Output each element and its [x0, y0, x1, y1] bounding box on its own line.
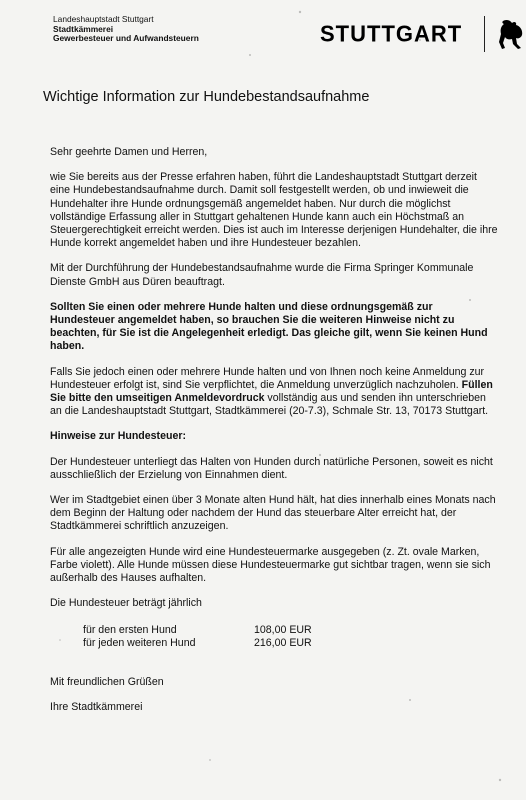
stuttgart-logo: [320, 16, 526, 52]
logo-wordmark: STUTTGART: [320, 20, 463, 47]
paragraph-tax-tag: Für alle angezeigten Hunde wird eine Hundesteuermarke ausgegeben (z. Zt. ovale Marken, Farbe violett). Alle Hunde müssen diese Hundesteuermarke gut sichtbar tragen, wenn sie sich außerhalb des Hauses aufhalten.: [50, 545, 491, 585]
paragraph-notification-duty: Wer im Stadtgebiet einen über 3 Monate alten Hund hält, hat dies innerhalb eines Monats nach dem Beginn der Haltung oder nachdem der Hund das steuerbare Alter erreicht hat, der Stadtkämmerei schriftlich anzuzeigen.: [50, 494, 496, 533]
closing-signature: Ihre Stadtkämmerei: [50, 700, 143, 713]
salutation: Sehr geehrte Damen und Herren,: [50, 146, 208, 158]
tax-rate-row: [83, 637, 498, 650]
rate-label: für den ersten Hund: [83, 624, 177, 637]
closing-greeting: Mit freundlichen Grüßen: [50, 676, 164, 689]
sender-block: [53, 15, 199, 44]
letter-body: [50, 146, 498, 725]
sender-city: Landeshauptstadt Stuttgart: [53, 14, 154, 24]
paragraph-registered-owners: Sollten Sie einen oder mehrere Hunde halten und diese ordnungsgemäß zur Hundesteuer angemeldet haben, so brauchen Sie die weiteren Hinweise nicht zu beachten, für Sie ist die Angelegenheit erledigt. Das gleiche gilt, wenn Sie keinen Hund haben.: [50, 300, 488, 353]
paragraph-tax-subject: Der Hundesteuer unterliegt das Halten von Hunden durch natürliche Personen, soweit es nicht ausschließlich der Erzielung von Einnahmen dient.: [50, 455, 493, 481]
section-heading: Hinweise zur Hundesteuer:: [50, 430, 186, 443]
letter-title: Wichtige Information zur Hundebestandsaufnahme: [43, 89, 370, 105]
tax-rate-intro: Die Hundesteuer beträgt jährlich: [50, 597, 202, 610]
rate-label: für jeden weiteren Hund: [83, 637, 196, 650]
rate-amount: 216,00 EUR: [254, 637, 312, 650]
logo-divider: [484, 16, 485, 52]
rate-amount: 108,00 EUR: [254, 624, 312, 637]
paragraph-registration-request: [50, 366, 498, 419]
horse-crest-icon: [497, 17, 526, 51]
registration-text-end: vollständig aus und senden ihn unterschrieben an die Landeshauptstadt Stuttgart, Stadtkämmerei (20-7.3), Schmale Str. 13, 70173 Stuttgart.: [50, 392, 489, 418]
registration-instruction: Füllen Sie bitte den umseitigen Anmeldevordruck: [50, 378, 493, 405]
sender-division: Gewerbesteuer und Aufwandsteuern: [53, 33, 199, 44]
registration-text-start: Falls Sie jedoch einen oder mehrere Hunde halten und von Ihnen noch keine Anmeldung zur Hundesteuer erfolgt ist, sind Sie verpflichtet, die Anmeldung unverzüglich nachzuholen.: [50, 365, 485, 391]
tax-rate-table: [83, 624, 498, 650]
paragraph-intro: wie Sie bereits aus der Presse erfahren haben, führt die Landeshauptstadt Stuttgart derzeit eine Hundebestandsaufnahme durch. Damit soll festgestellt werden, ob und inwieweit die Hundehalter ihre Hunde ordnungsgemäß angemeldet haben. Nur durch die möglichst vollständige Erfassung aller in Stuttgart gehaltenen Hunde kann auch ein Höchstmaß an Steuergerechtigkeit erreicht werden. Dies ist auch im Interesse derjenigen Hundehalter, die ihre Hunde korrekt angemeldet haben und ihre Hundesteuer bezahlen.: [50, 171, 498, 250]
tax-rate-row: [83, 624, 498, 637]
sender-department: Stadtkämmerei: [53, 23, 114, 34]
paragraph-contractor: Mit der Durchführung der Hundebestandsaufnahme wurde die Firma Springer Kommunale Dienste GmbH aus Düren beauftragt.: [50, 262, 474, 288]
